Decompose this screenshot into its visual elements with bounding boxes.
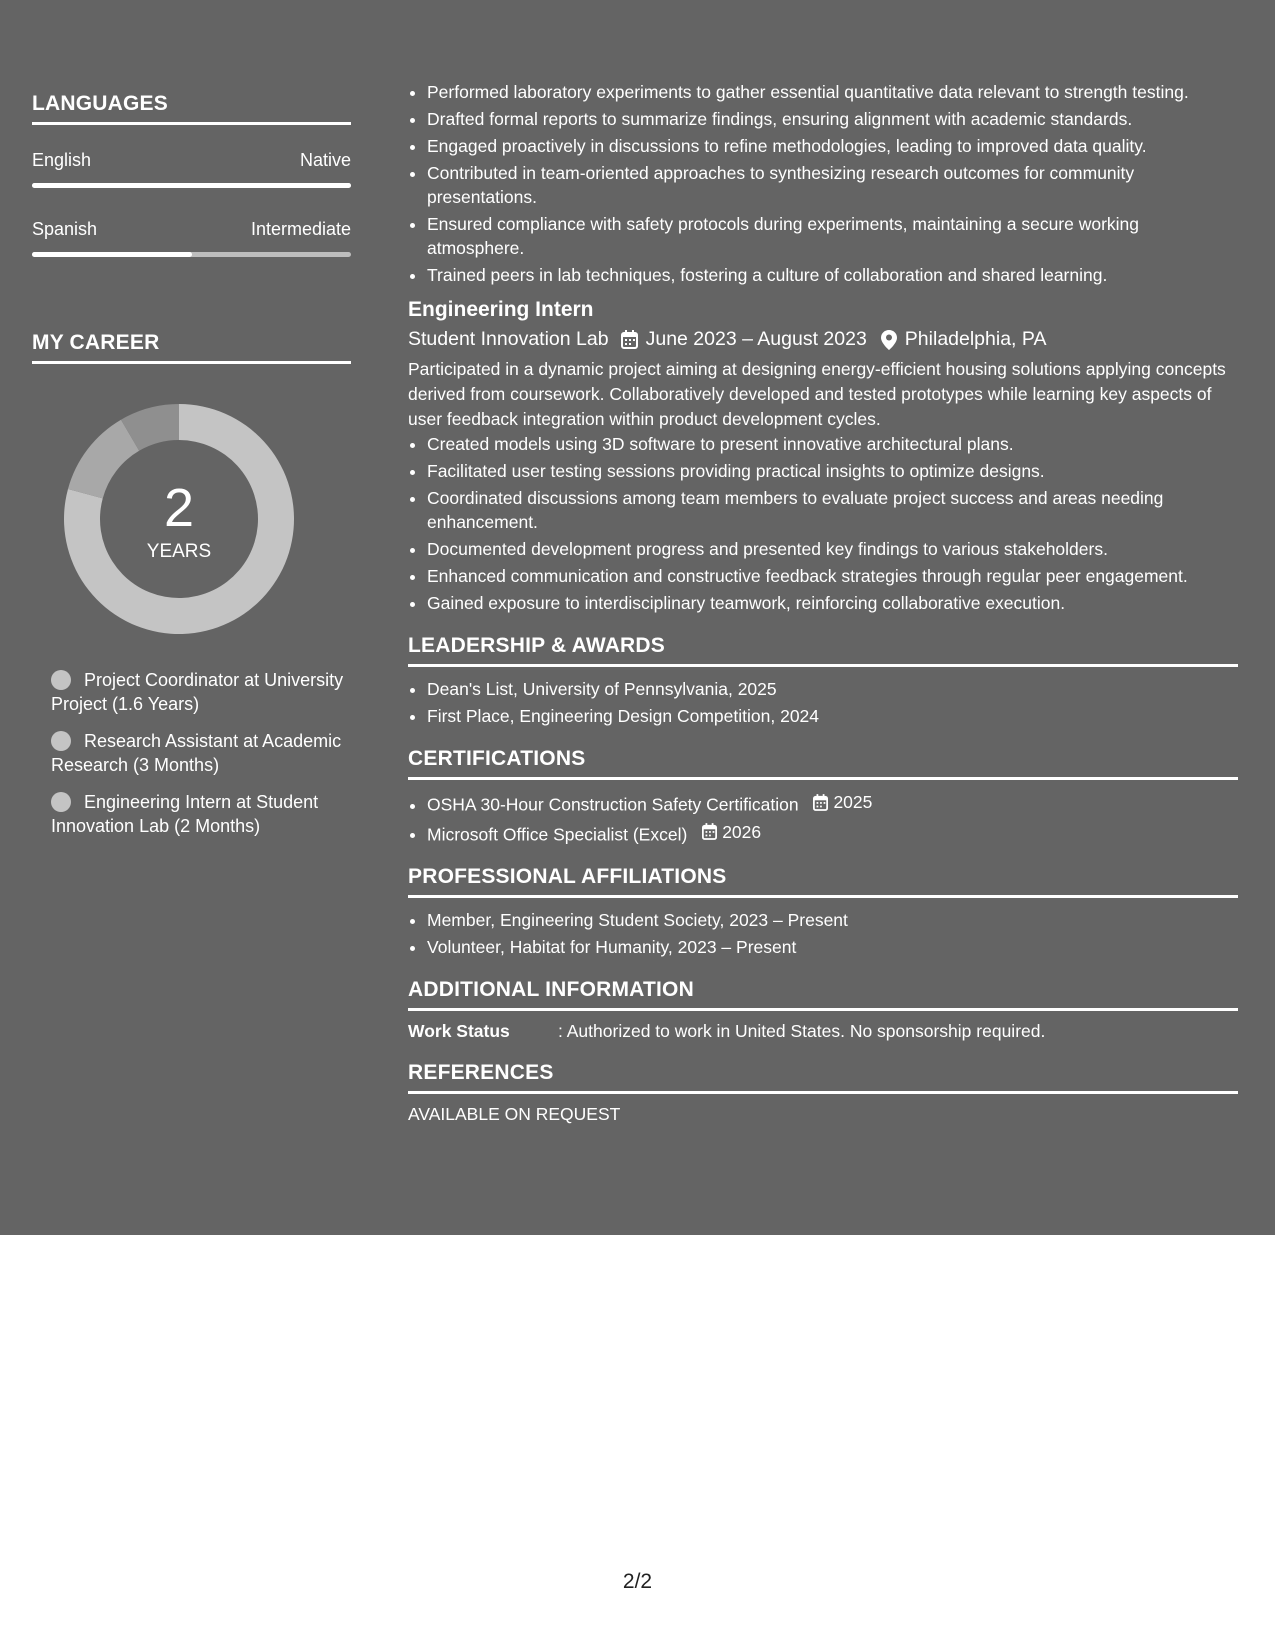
additional-info-section bbox=[408, 978, 1238, 1042]
language-level: Intermediate bbox=[250, 219, 351, 239]
career-legend-item: Engineering Intern at Student Innovation Lab (2 Months) bbox=[51, 792, 319, 836]
career-total-value: 2 bbox=[163, 478, 195, 538]
language-proficiency-fill bbox=[32, 252, 192, 257]
language-proficiency-bar bbox=[32, 252, 351, 257]
list-item bbox=[427, 820, 1238, 847]
additional-info-heading: ADDITIONAL INFORMATION bbox=[408, 978, 1238, 1011]
career-legend bbox=[32, 668, 351, 838]
list-item: • Ensured compliance with safety protocols during experiments, maintaining a secure working atmosphere. bbox=[427, 212, 1238, 260]
language-proficiency-fill bbox=[32, 183, 351, 188]
affiliations-section bbox=[408, 865, 1238, 959]
job-title: Engineering Intern bbox=[408, 298, 594, 321]
legend-dot-icon bbox=[51, 670, 71, 690]
job-entry bbox=[408, 298, 1238, 615]
list-item: • Documented development progress and presented key findings to various stakeholders. bbox=[427, 537, 1238, 561]
list-item bbox=[427, 790, 1238, 817]
certification-year: 2026 bbox=[722, 821, 762, 842]
languages-heading: LANGUAGES bbox=[32, 92, 351, 125]
language-item bbox=[32, 150, 351, 188]
list-item: • Performed laboratory experiments to gather essential quantitative data relevant to strength testing. bbox=[427, 80, 1238, 104]
right-column bbox=[408, 80, 1238, 1125]
list-item: • Trained peers in lab techniques, fostering a culture of collaboration and shared learning. bbox=[427, 263, 1238, 287]
language-item bbox=[32, 219, 351, 257]
list-item: • Drafted formal reports to summarize findings, ensuring alignment with academic standards. bbox=[427, 107, 1238, 131]
job-bullets bbox=[408, 432, 1238, 615]
language-level: Native bbox=[299, 150, 351, 170]
job-description: Participated in a dynamic project aiming at designing energy-efficient housing solutions applying concepts derived from coursework. Collaboratively developed and tested prototypes while learning key aspects of user feedback integration within product development cycles. bbox=[408, 359, 1226, 429]
job-location: Philadelphia, PA bbox=[904, 328, 1047, 350]
references-heading: REFERENCES bbox=[408, 1061, 1238, 1094]
left-column bbox=[32, 92, 351, 851]
leadership-section bbox=[408, 634, 1238, 728]
language-name: English bbox=[32, 150, 92, 170]
list-item: • First Place, Engineering Design Competition, 2024 bbox=[427, 704, 1238, 728]
references-section bbox=[408, 1061, 1238, 1125]
language-name: Spanish bbox=[32, 219, 98, 239]
certification-name: Microsoft Office Specialist (Excel) bbox=[427, 824, 688, 844]
job-company: Student Innovation Lab bbox=[408, 328, 609, 350]
list-item: • Gained exposure to interdisciplinary teamwork, reinforcing collaborative execution. bbox=[427, 591, 1238, 615]
list-item: • Engaged proactively in discussions to refine methodologies, leading to improved data quality. bbox=[427, 134, 1238, 158]
job-dates: June 2023 – August 2023 bbox=[645, 328, 867, 350]
legend-dot-icon bbox=[51, 731, 71, 751]
calendar-icon bbox=[813, 794, 828, 811]
certifications-section bbox=[408, 747, 1238, 846]
list-item: • Member, Engineering Student Society, 2023 – Present bbox=[427, 908, 1238, 932]
list-item: • Created models using 3D software to present innovative architectural plans. bbox=[427, 432, 1238, 456]
language-proficiency-bar bbox=[32, 183, 351, 188]
career-total-unit: YEARS bbox=[146, 541, 212, 562]
previous-job-bullets bbox=[408, 80, 1238, 287]
career-legend-item: Project Coordinator at University Project (1.6 Years) bbox=[51, 670, 344, 714]
leadership-heading: LEADERSHIP & AWARDS bbox=[408, 634, 1238, 667]
calendar-icon bbox=[702, 823, 717, 840]
list-item: • Enhanced communication and constructive feedback strategies through regular peer engagement. bbox=[427, 564, 1238, 588]
references-text: AVAILABLE ON REQUEST bbox=[408, 1104, 621, 1124]
calendar-icon bbox=[621, 330, 638, 349]
location-pin-icon bbox=[881, 330, 897, 350]
list-item: • Volunteer, Habitat for Humanity, 2023 – Present bbox=[427, 935, 1238, 959]
certifications-heading: CERTIFICATIONS bbox=[408, 747, 1238, 780]
list-item: • Dean's List, University of Pennsylvania, 2025 bbox=[427, 677, 1238, 701]
career-heading: MY CAREER bbox=[32, 331, 351, 364]
list-item: • Coordinated discussions among team members to evaluate project success and areas needing enhancement. bbox=[427, 486, 1238, 534]
page-number: 2/2 bbox=[622, 1570, 653, 1593]
career-legend-item: Research Assistant at Academic Research (3 Months) bbox=[51, 731, 342, 775]
work-status-value: : Authorized to work in United States. No sponsorship required. bbox=[558, 1021, 1046, 1041]
affiliations-heading: PROFESSIONAL AFFILIATIONS bbox=[408, 865, 1238, 898]
career-donut-chart bbox=[64, 404, 294, 634]
certification-name: OSHA 30-Hour Construction Safety Certification bbox=[427, 794, 799, 815]
work-status-label: Work Status bbox=[408, 1021, 510, 1041]
list-item: • Contributed in team-oriented approaches to synthesizing research outcomes for community presentations. bbox=[427, 161, 1238, 209]
list-item: • Facilitated user testing sessions providing practical insights to optimize designs. bbox=[427, 459, 1238, 483]
legend-dot-icon bbox=[51, 792, 71, 812]
certification-year: 2025 bbox=[833, 792, 873, 812]
job-meta bbox=[408, 328, 1238, 351]
